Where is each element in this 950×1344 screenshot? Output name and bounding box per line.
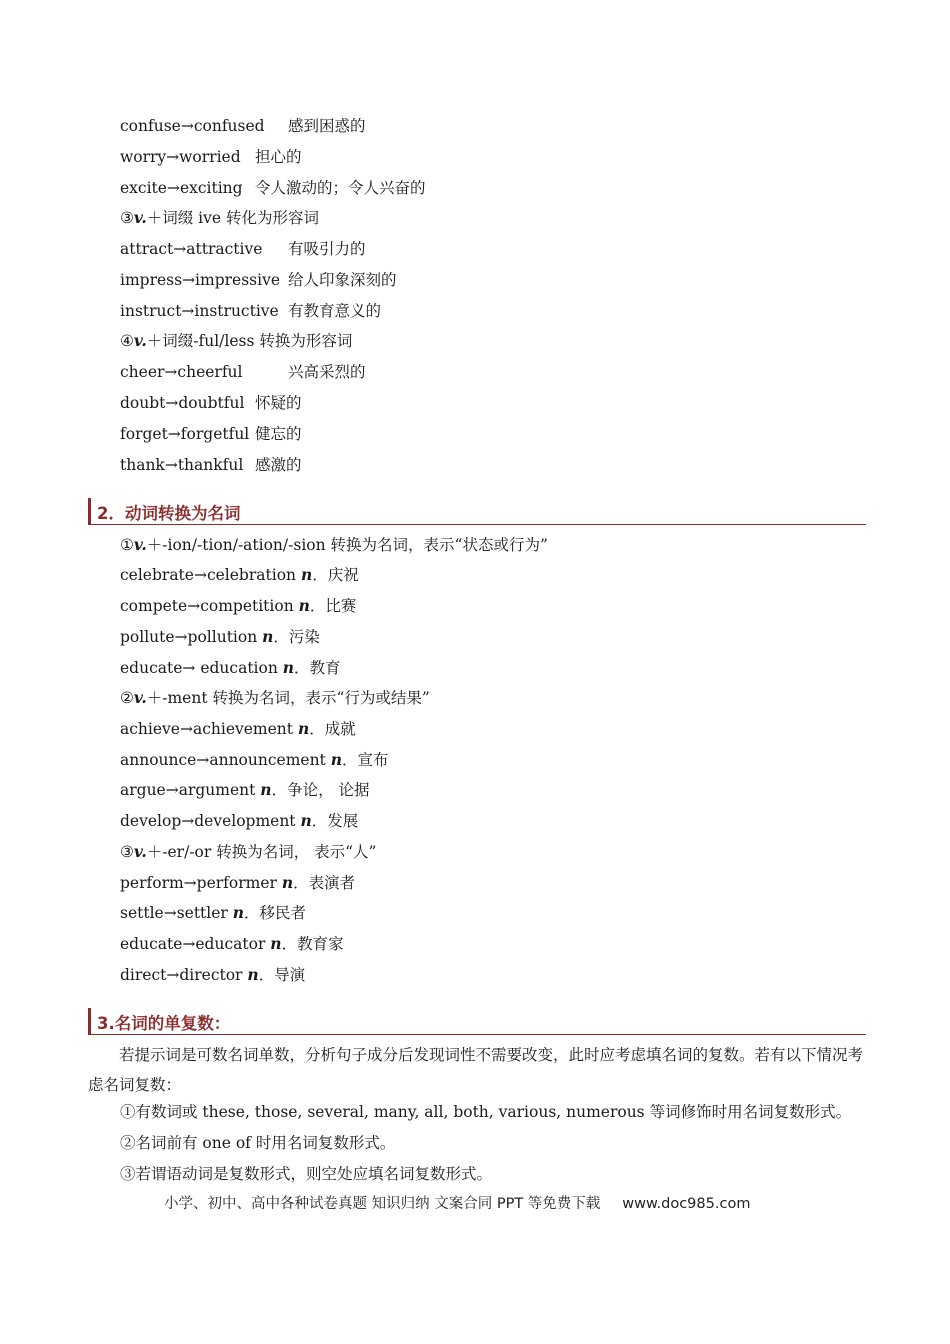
section-title: 2．动词转换为名词 (97, 504, 241, 523)
word-pair: educate→educator (120, 935, 266, 953)
meaning: 兴高采烈的 (288, 363, 366, 381)
meaning: ．发展 (311, 812, 359, 830)
meaning: ．庆祝 (312, 566, 359, 584)
meaning: ．导演 (258, 966, 306, 984)
meaning: ．表演者 (293, 874, 356, 892)
word-pair: attract→attractive (120, 240, 263, 258)
word-pair: confuse→confused (120, 117, 265, 135)
word-pair: educate→ education (120, 659, 278, 677)
vocab-row: pollute→pollution n．污染 (120, 627, 320, 646)
vocab-row: announce→announcement n．宣布 (120, 750, 389, 769)
word-pair: forget→forgetful (120, 425, 250, 443)
vocab-row: perform→performer n．表演者 (120, 873, 356, 892)
subheading-er: ③v.＋-er/-or 转换为名词， 表示“人” (120, 842, 377, 861)
word-pair: impress→impressive (120, 271, 281, 289)
meaning: ．移民者 (244, 904, 307, 922)
section-heading (88, 498, 866, 525)
word-pair: excite→exciting (120, 179, 243, 197)
word-pair: develop→development (120, 812, 296, 830)
vocab-row: direct→director n．导演 (120, 965, 306, 984)
word-pair: celebrate→celebration (120, 566, 297, 584)
word-pair: worry→worried (120, 148, 241, 166)
meaning: 担心的 (255, 148, 302, 166)
footer-text: 小学、初中、高中各种试卷真题 知识归纳 文案合同 PPT 等免费下载 (164, 1196, 601, 1212)
subheading-ment: ②v.＋-ment 转换为名词，表示“行为或结果” (120, 688, 430, 707)
intro-paragraph: 若提示词是可数名词单数，分析句子成分后发现词性不需要改变，此时应考虑填名词的复数。若有以下情况考虑名词复数： (88, 1046, 864, 1094)
word-pair: instruct→instructive (120, 302, 279, 320)
vocab-row: develop→development n．发展 (120, 811, 359, 830)
meaning: 健忘的 (255, 425, 302, 443)
vocab-row (120, 362, 366, 382)
meaning: ．教育 (294, 659, 341, 677)
meaning: ．污染 (273, 628, 320, 646)
word-pair: achieve→achievement (120, 720, 293, 738)
vocab-row: achieve→achievement n．成就 (120, 719, 356, 738)
vocab-row: compete→competition n．比赛 (120, 596, 357, 615)
meaning: 感激的 (255, 456, 302, 474)
vocab-row (120, 239, 366, 259)
meaning: 有教育意义的 (288, 302, 382, 320)
meaning: 令人激动的；令人兴奋的 (255, 179, 426, 197)
vocab-row (120, 270, 397, 290)
subheading-ive: ③v.＋词缀 ive 转化为形容词 (120, 208, 319, 227)
page-footer (164, 1192, 750, 1213)
meaning: 给人印象深刻的 (288, 271, 397, 289)
word-pair: cheer→cheerful (120, 363, 243, 381)
vocab-row (120, 301, 382, 321)
word-pair: settle→settler (120, 904, 228, 922)
word-pair: compete→competition (120, 597, 294, 615)
word-pair: pollute→pollution (120, 628, 258, 646)
meaning: 怀疑的 (255, 394, 302, 412)
rule-item: ②名词前有 one of 时用名词复数形式。 (120, 1134, 396, 1152)
vocab-row (120, 393, 302, 413)
vocab-row: celebrate→celebration n．庆祝 (120, 565, 359, 584)
meaning: ．宣布 (342, 751, 389, 769)
section-heading (88, 1008, 866, 1035)
vocab-row: educate→educator n．教育家 (120, 934, 344, 953)
meaning: ．教育家 (281, 935, 344, 953)
word-pair: perform→performer (120, 874, 277, 892)
vocab-row: educate→ education n．教育 (120, 658, 341, 677)
vocab-row: argue→argument n．争论， 论据 (120, 780, 370, 799)
vocab-row (120, 116, 366, 136)
word-pair: thank→thankful (120, 456, 244, 474)
meaning: ．比赛 (309, 597, 357, 615)
meaning: 有吸引力的 (288, 240, 366, 258)
vocab-row (120, 178, 426, 198)
subheading-ful: ④v.＋词缀-ful/less 转换为形容词 (120, 331, 353, 350)
section-title: 3.名词的单复数： (97, 1014, 231, 1033)
vocab-row: settle→settler n．移民者 (120, 903, 307, 922)
word-pair: direct→director (120, 966, 243, 984)
rule-item: ①有数词或 these, those, several, many, all, both, various, numerous 等词修饰时用名词复数形式。 (120, 1103, 852, 1121)
word-pair: doubt→doubtful (120, 394, 245, 412)
subheading-ion: ①v.＋-ion/-tion/-ation/-sion 转换为名词，表示“状态或行为” (120, 535, 548, 554)
word-pair: argue→argument (120, 781, 256, 799)
vocab-row (120, 424, 302, 444)
footer-link[interactable]: www.doc985.com (622, 1196, 751, 1212)
vocab-row (120, 147, 302, 167)
meaning: ．成就 (309, 720, 356, 738)
vocab-row (120, 455, 302, 475)
meaning: 感到困惑的 (288, 117, 366, 135)
rule-item: ③若谓语动词是复数形式，则空处应填名词复数形式。 (120, 1165, 493, 1183)
meaning: ．争论， 论据 (271, 781, 370, 799)
word-pair: announce→announcement (120, 751, 326, 769)
